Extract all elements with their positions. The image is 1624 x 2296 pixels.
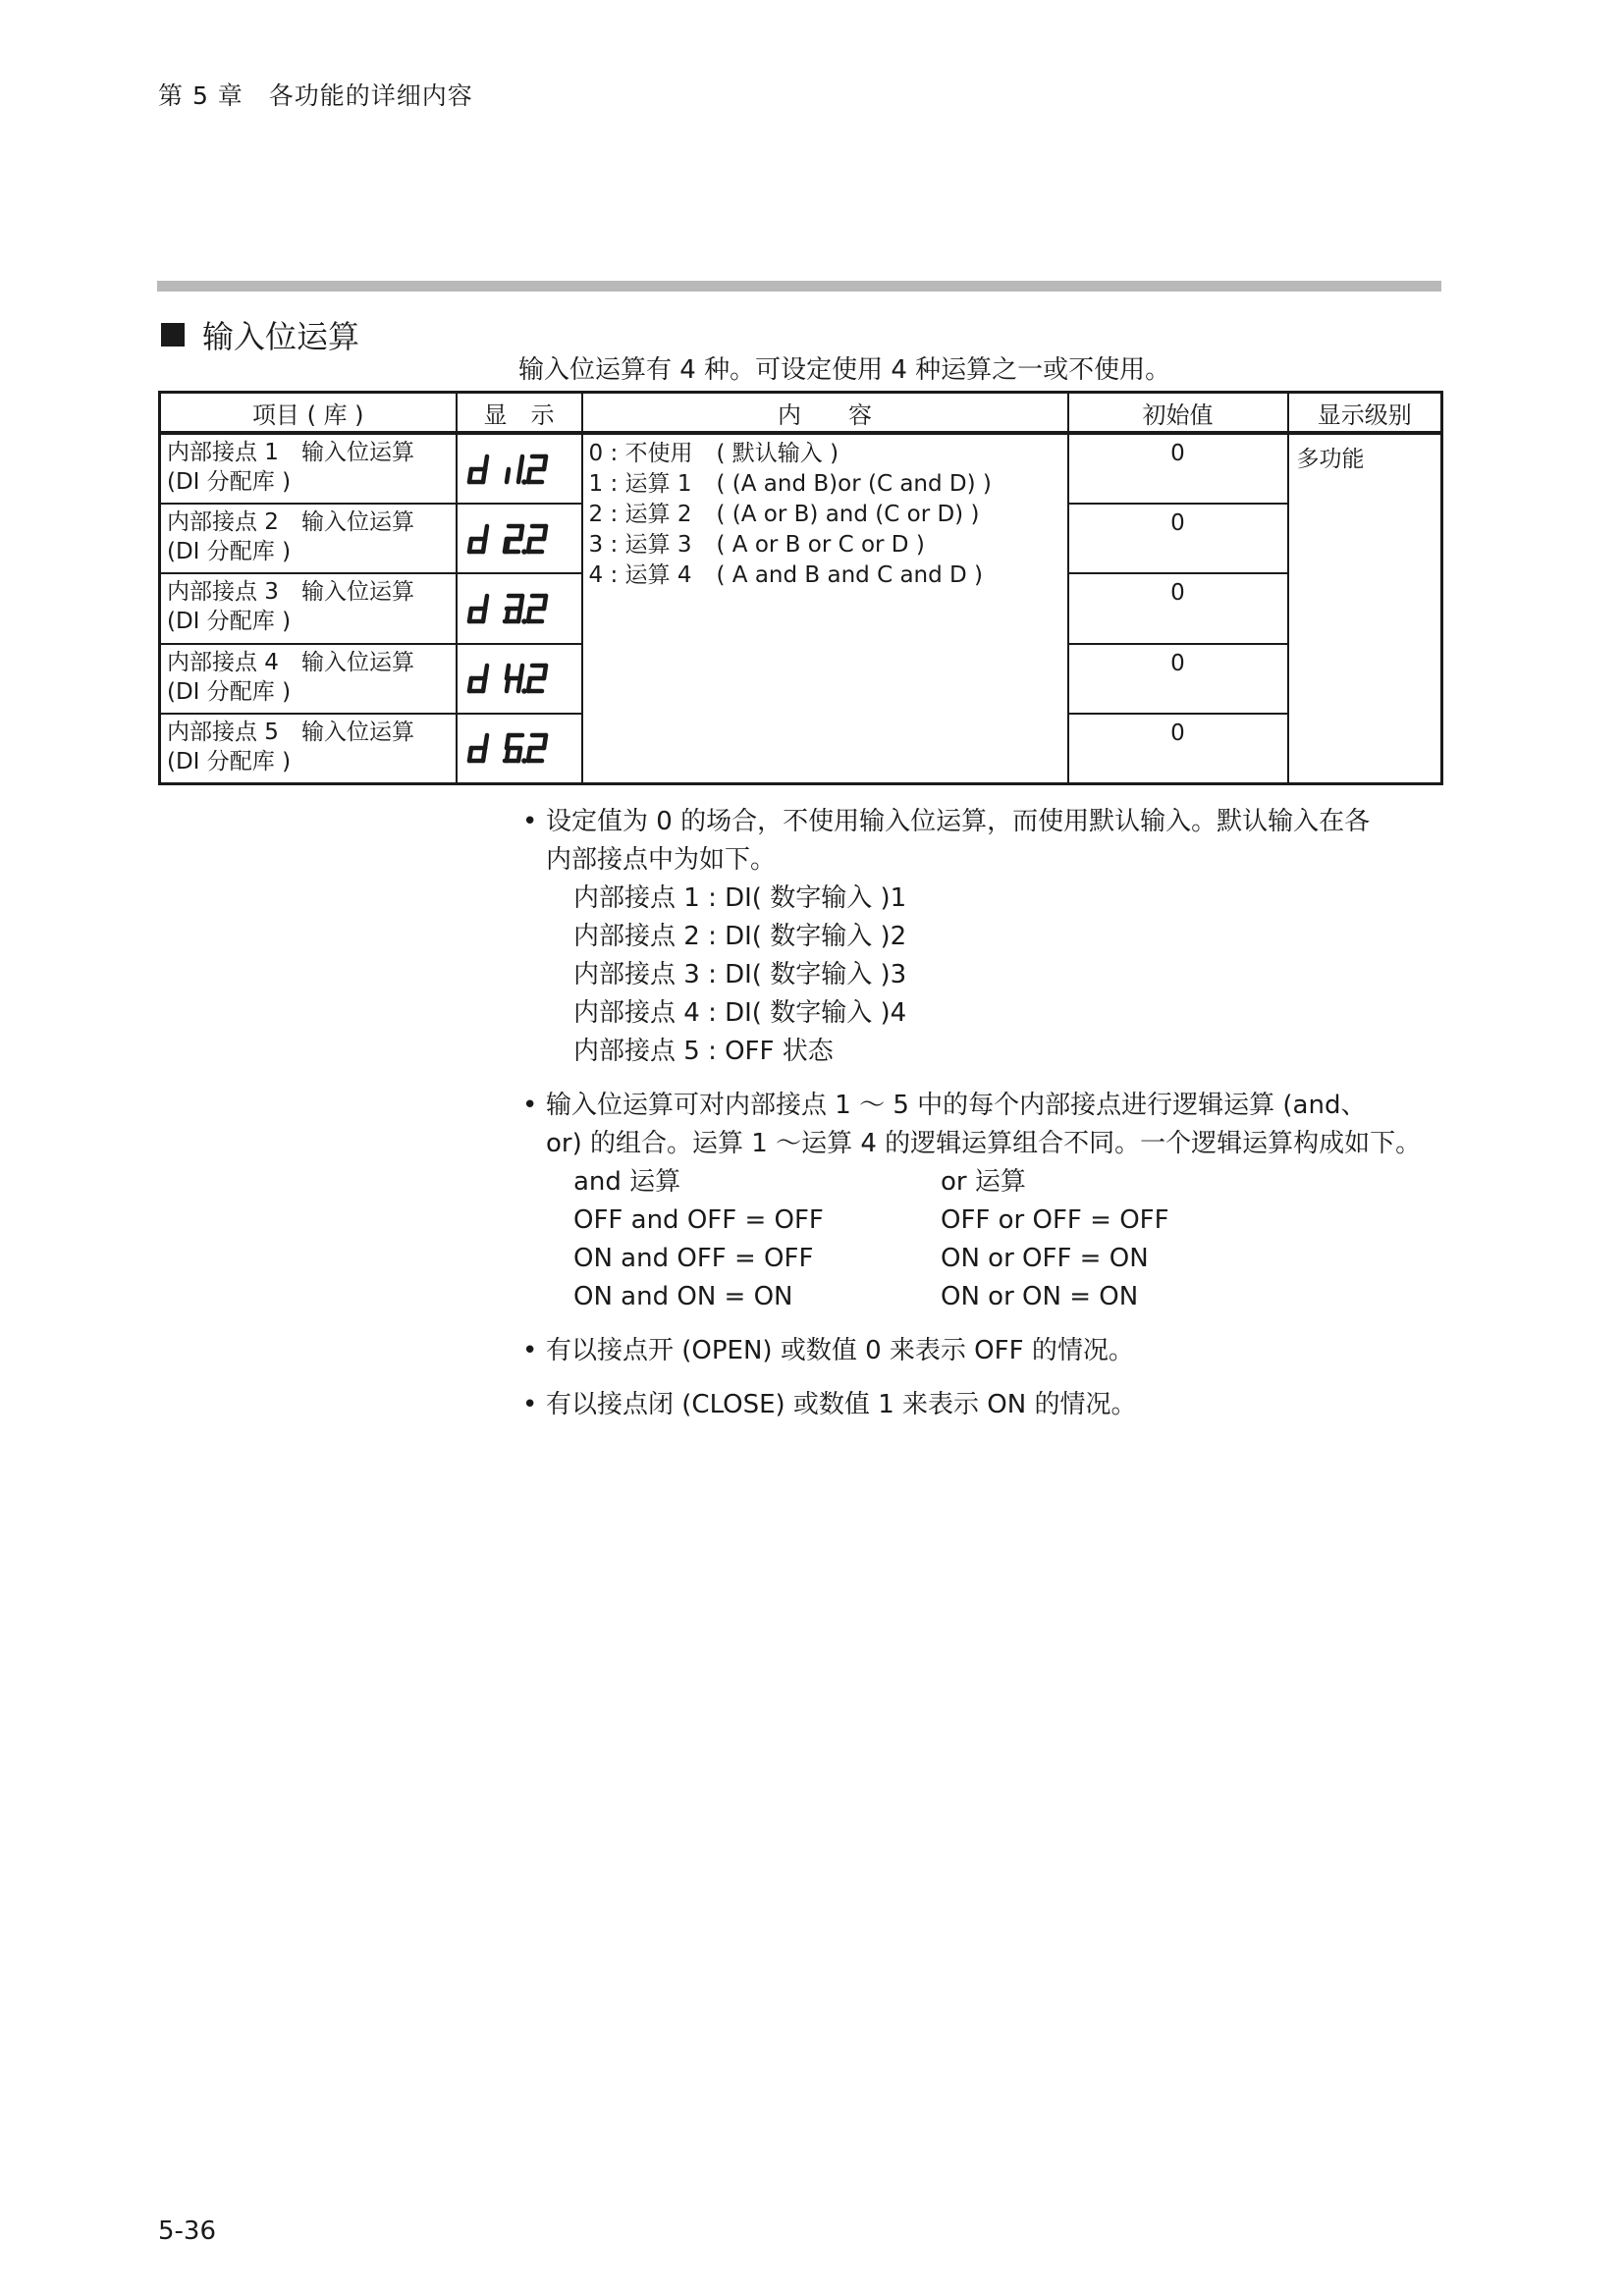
list-item: 内部接点 4 : DI( 数字输入 )4 <box>573 998 907 1028</box>
section-title-text: 输入位运算 <box>202 318 360 355</box>
initial-value: 0 <box>1068 644 1288 714</box>
content-text: ( (A and B)or (C and D) ) <box>716 471 992 497</box>
segment <box>518 469 520 482</box>
list-item: 内部接点 2 : DI( 数字输入 )2 <box>573 922 907 951</box>
display-level: 多功能 <box>1288 433 1442 784</box>
note-bullet <box>520 1087 1453 1163</box>
item-sub: (DI 分配库 ) <box>167 609 292 635</box>
header-level: 显示级别 <box>1288 393 1442 434</box>
header-initial: 初始值 <box>1068 393 1288 434</box>
content-cell <box>582 433 1068 784</box>
item-name: 内部接点 5 输入位运算 <box>167 719 414 745</box>
note-bullet <box>520 803 1453 880</box>
content-text: ( 默认输入 ) <box>716 441 839 466</box>
content-text: ( A or B or C or D ) <box>716 532 925 558</box>
logic-line: or 运算 <box>941 1167 1026 1197</box>
initial-value: 0 <box>1068 504 1288 573</box>
content-num: 0 : 不使用 <box>588 441 693 466</box>
header-item: 项目 ( 库 ) <box>160 393 457 434</box>
seven-segment-display <box>465 589 573 628</box>
item-sub: (DI 分配库 ) <box>167 678 292 705</box>
item-name: 内部接点 3 输入位运算 <box>167 579 414 606</box>
and-column <box>573 1163 941 1316</box>
item-cell <box>160 573 457 643</box>
item-sub: (DI 分配库 ) <box>167 469 292 495</box>
item-sub: (DI 分配库 ) <box>167 748 292 774</box>
logic-line: ON or ON = ON <box>941 1282 1139 1311</box>
note-text: • 设定值为 0 的场合，不使用输入位运算，而使用默认输入。默认输入在各 <box>546 807 1371 836</box>
content-line <box>589 561 1061 591</box>
note-bullet: • 有以接点闭 (CLOSE) 或数值 1 来表示 ON 的情况。 <box>520 1386 1453 1424</box>
content-num: 1 : 运算 1 <box>588 471 692 497</box>
segment <box>507 469 509 482</box>
chapter-header: 第 5 章 各功能的详细内容 <box>158 81 473 110</box>
display-cell <box>457 714 582 784</box>
logic-line: ON and OFF = OFF <box>573 1244 814 1273</box>
initial-value: 0 <box>1068 573 1288 643</box>
display-cell <box>457 504 582 573</box>
content-num: 2 : 运算 2 <box>588 502 692 527</box>
logic-line: and 运算 <box>573 1167 681 1197</box>
content-num: 4 : 运算 4 <box>588 562 692 588</box>
seven-segment-display <box>465 519 573 559</box>
content-line <box>589 439 1061 469</box>
logic-line: OFF and OFF = OFF <box>573 1205 824 1235</box>
section-divider <box>157 281 1441 292</box>
content-text: ( (A or B) and (C or D) ) <box>716 502 980 527</box>
item-sub: (DI 分配库 ) <box>167 539 292 565</box>
item-cell <box>160 504 457 573</box>
content-line <box>589 469 1061 500</box>
display-cell <box>457 433 582 504</box>
seven-segment-display <box>465 728 573 768</box>
logic-line: ON or OFF = ON <box>941 1244 1149 1273</box>
seven-segment-display <box>465 450 573 489</box>
display-cell <box>457 573 582 643</box>
seven-segment-display <box>465 659 573 698</box>
item-cell <box>160 644 457 714</box>
note-bullet: • 有以接点开 (OPEN) 或数值 0 来表示 OFF 的情况。 <box>520 1332 1453 1370</box>
page-number: 5-36 <box>158 2216 217 2246</box>
logic-table <box>520 1163 1453 1316</box>
note-text: or) 的组合。运算 1 ～运算 4 的逻辑运算组合不同。一个逻辑运算构成如下。 <box>546 1129 1422 1158</box>
note-text: 内部接点中为如下。 <box>546 845 777 875</box>
section-intro: 输入位运算有 4 种。可设定使用 4 种运算之一或不使用。 <box>518 355 1171 385</box>
black-square-icon <box>161 323 185 347</box>
segment <box>518 678 520 691</box>
content-text: ( A and B and C and D ) <box>716 562 984 588</box>
table-row <box>160 433 1442 504</box>
list-item: 内部接点 3 : DI( 数字输入 )3 <box>573 960 907 989</box>
list-item: 内部接点 5 : OFF 状态 <box>573 1037 834 1066</box>
item-name: 内部接点 1 输入位运算 <box>167 440 414 465</box>
header-display: 显 示 <box>457 393 582 434</box>
item-cell <box>160 714 457 784</box>
logic-line: OFF or OFF = OFF <box>941 1205 1169 1235</box>
content-line <box>589 500 1061 530</box>
or-column <box>941 1163 1308 1316</box>
content-line <box>589 530 1061 561</box>
item-name: 内部接点 2 输入位运算 <box>167 509 414 536</box>
item-cell <box>160 433 457 504</box>
list-item: 内部接点 1 : DI( 数字输入 )1 <box>573 883 907 913</box>
initial-value: 0 <box>1068 433 1288 504</box>
default-list <box>520 880 1453 1071</box>
header-content: 内 容 <box>582 393 1068 434</box>
display-cell <box>457 644 582 714</box>
initial-value: 0 <box>1068 714 1288 784</box>
logic-line: ON and ON = ON <box>573 1282 793 1311</box>
note-text: • 输入位运算可对内部接点 1 ～ 5 中的每个内部接点进行逻辑运算 (and、 <box>546 1091 1367 1120</box>
content-num: 3 : 运算 3 <box>588 532 692 558</box>
table-header-row <box>160 393 1442 434</box>
notes-section <box>520 803 1453 1424</box>
parameter-table <box>158 391 1443 785</box>
item-name: 内部接点 4 输入位运算 <box>167 649 414 675</box>
section-title <box>161 312 359 357</box>
